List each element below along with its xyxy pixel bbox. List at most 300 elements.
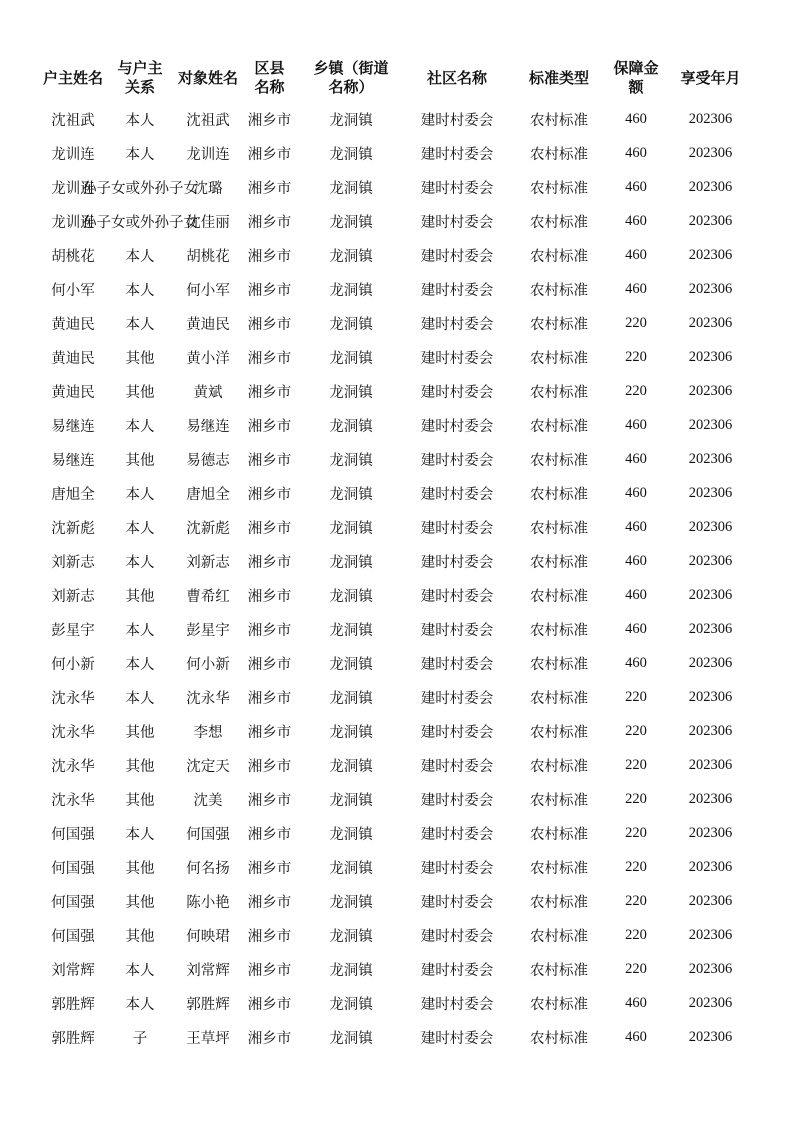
cell-county-name (242, 306, 297, 340)
cell-text: 沈定天 (186, 758, 230, 775)
cell-text: 湘乡市 (247, 520, 292, 537)
cell-benefit-month (663, 272, 758, 306)
cell-text: 本人 (125, 316, 155, 333)
cell-text: 湘乡市 (247, 486, 292, 503)
cell-text: 沈永华 (51, 792, 95, 809)
cell-community-name (405, 748, 509, 782)
cell-text: 建时村委会 (420, 350, 494, 367)
cell-relation-to-head (106, 374, 174, 408)
cell-town-name (297, 1020, 405, 1054)
cell-text: 建时村委会 (420, 384, 494, 401)
cell-town-name (297, 884, 405, 918)
cell-text: 202306 (688, 280, 733, 297)
cell-text: 建时村委会 (420, 1030, 494, 1047)
cell-community-name (405, 204, 509, 238)
cell-household-head-name (40, 782, 106, 816)
cell-standard-type (509, 442, 609, 476)
cell-household-head-name (40, 408, 106, 442)
cell-standard-type (509, 204, 609, 238)
cell-relation-to-head (106, 238, 174, 272)
cell-relation-to-head (106, 646, 174, 680)
cell-text: 易继连 (51, 418, 95, 435)
cell-standard-type (509, 748, 609, 782)
cell-text: 农村标准 (530, 690, 588, 707)
cell-text: 何小军 (51, 282, 95, 299)
cell-text: 220 (625, 790, 647, 807)
cell-standard-type (509, 340, 609, 374)
cell-text: 湘乡市 (247, 826, 292, 843)
cell-town-name (297, 952, 405, 986)
cell-text: 龙洞镇 (329, 622, 373, 639)
cell-text: 202306 (688, 586, 733, 603)
cell-text: 202306 (688, 688, 733, 705)
table-row (40, 612, 758, 646)
cell-text: 龙洞镇 (329, 928, 373, 945)
cell-text: 本人 (125, 418, 155, 435)
cell-standard-type (509, 680, 609, 714)
cell-text: 湘乡市 (247, 962, 292, 979)
cell-text: 本人 (125, 282, 155, 299)
cell-text: 建时村委会 (420, 894, 494, 911)
cell-text: 其他 (125, 894, 155, 911)
cell-member-name (174, 1020, 242, 1054)
cell-text: 龙洞镇 (329, 214, 373, 231)
cell-text: 沈美 (193, 792, 223, 809)
cell-county-name (242, 680, 297, 714)
cell-town-name (297, 782, 405, 816)
cell-text: 建时村委会 (420, 928, 494, 945)
cell-relation-to-head (106, 136, 174, 170)
cell-amount (609, 680, 663, 714)
cell-text: 202306 (688, 348, 733, 365)
cell-town-name (297, 136, 405, 170)
cell-text: 202306 (688, 824, 733, 841)
cell-community-name (405, 272, 509, 306)
cell-text: 220 (625, 858, 647, 875)
cell-community-name (405, 306, 509, 340)
cell-town-name (297, 816, 405, 850)
cell-text: 建时村委会 (420, 962, 494, 979)
cell-text: 农村标准 (530, 452, 588, 469)
cell-text: 220 (625, 722, 647, 739)
cell-text: 460 (625, 484, 647, 501)
cell-member-name (174, 680, 242, 714)
cell-text: 湘乡市 (247, 180, 292, 197)
cell-benefit-month (663, 544, 758, 578)
cell-benefit-month (663, 986, 758, 1020)
table-row (40, 544, 758, 578)
cell-benefit-month (663, 1020, 758, 1054)
cell-text: 农村标准 (530, 180, 588, 197)
cell-text: 湘乡市 (247, 248, 292, 265)
cell-town-name (297, 850, 405, 884)
cell-text: 龙洞镇 (329, 520, 373, 537)
cell-benefit-month (663, 612, 758, 646)
cell-standard-type (509, 544, 609, 578)
cell-town-name (297, 476, 405, 510)
cell-standard-type (509, 884, 609, 918)
cell-county-name (242, 714, 297, 748)
cell-text: 湘乡市 (247, 690, 292, 707)
cell-text: 460 (625, 1028, 647, 1045)
cell-standard-type (509, 272, 609, 306)
cell-community-name (405, 476, 509, 510)
cell-standard-type (509, 816, 609, 850)
cell-text: 220 (625, 926, 647, 943)
cell-amount (609, 136, 663, 170)
cell-relation-to-head (106, 850, 174, 884)
cell-text: 农村标准 (530, 112, 588, 129)
cell-member-name (174, 918, 242, 952)
cell-household-head-name (40, 442, 106, 476)
cell-text: 子 (132, 1030, 148, 1047)
cell-text: 202306 (688, 722, 733, 739)
cell-community-name (405, 340, 509, 374)
cell-text: 建时村委会 (420, 486, 494, 503)
cell-text: 龙训连 (51, 180, 95, 197)
cell-county-name (242, 510, 297, 544)
cell-amount (609, 442, 663, 476)
cell-text: 湘乡市 (247, 384, 292, 401)
cell-town-name (297, 204, 405, 238)
cell-benefit-month (663, 238, 758, 272)
cell-relation-to-head (82, 204, 198, 238)
cell-member-name (174, 510, 242, 544)
cell-text: 湘乡市 (247, 214, 292, 231)
cell-relation-to-head (106, 612, 174, 646)
cell-county-name (242, 884, 297, 918)
cell-county-name (242, 748, 297, 782)
cell-text: 农村标准 (530, 418, 588, 435)
cell-member-name (174, 782, 242, 816)
cell-text: 湘乡市 (247, 588, 292, 605)
table-row (40, 578, 758, 612)
cell-county-name (242, 272, 297, 306)
cell-household-head-name (40, 748, 106, 782)
cell-household-head-name (40, 952, 106, 986)
benefits-table (40, 56, 758, 1054)
cell-text: 龙洞镇 (329, 248, 373, 265)
cell-relation-to-head (106, 340, 174, 374)
cell-text: 农村标准 (530, 894, 588, 911)
cell-text: 何小新 (51, 656, 95, 673)
cell-relation-to-head (106, 782, 174, 816)
cell-relation-to-head (106, 748, 174, 782)
cell-town-name (297, 714, 405, 748)
cell-community-name (405, 102, 509, 136)
cell-relation-to-head (106, 1020, 174, 1054)
cell-text: 本人 (125, 520, 155, 537)
cell-household-head-name (40, 680, 106, 714)
cell-benefit-month (663, 850, 758, 884)
cell-community-name (405, 646, 509, 680)
table-row (40, 510, 758, 544)
cell-standard-type (509, 1020, 609, 1054)
cell-text: 沈新彪 (186, 520, 230, 537)
cell-town-name (297, 680, 405, 714)
cell-household-head-name (40, 510, 106, 544)
cell-text: 何国强 (186, 826, 230, 843)
cell-text: 易德志 (186, 452, 230, 469)
cell-benefit-month (663, 374, 758, 408)
cell-text: 刘新志 (51, 588, 95, 605)
cell-town-name (297, 408, 405, 442)
cell-town-name (297, 238, 405, 272)
cell-text: 其他 (125, 724, 155, 741)
cell-standard-type (509, 782, 609, 816)
cell-text: 其他 (125, 758, 155, 775)
cell-relation-to-head (106, 680, 174, 714)
cell-member-name (174, 476, 242, 510)
cell-standard-type (509, 510, 609, 544)
cell-community-name (405, 986, 509, 1020)
cell-amount (609, 408, 663, 442)
cell-text: 220 (625, 348, 647, 365)
cell-amount (609, 782, 663, 816)
cell-benefit-month (663, 408, 758, 442)
cell-amount (609, 578, 663, 612)
cell-text: 建时村委会 (420, 316, 494, 333)
cell-text: 建时村委会 (420, 656, 494, 673)
cell-household-head-name (40, 340, 106, 374)
cell-text: 龙洞镇 (329, 146, 373, 163)
cell-text: 何小军 (186, 282, 230, 299)
cell-text: 黄迪民 (51, 384, 95, 401)
cell-text: 龙洞镇 (329, 1030, 373, 1047)
cell-standard-type (509, 374, 609, 408)
cell-text: 其他 (125, 350, 155, 367)
cell-benefit-month (663, 646, 758, 680)
cell-text: 沈祖武 (51, 112, 95, 129)
cell-text: 何国强 (51, 860, 95, 877)
cell-household-head-name (40, 816, 106, 850)
cell-text: 易继连 (186, 418, 230, 435)
cell-community-name (405, 816, 509, 850)
table-body (40, 102, 758, 1054)
cell-community-name (405, 578, 509, 612)
cell-text: 龙洞镇 (329, 656, 373, 673)
table-row (40, 170, 758, 204)
cell-text: 建时村委会 (420, 826, 494, 843)
cell-town-name (297, 646, 405, 680)
cell-text: 农村标准 (530, 758, 588, 775)
cell-text: 其他 (125, 452, 155, 469)
cell-benefit-month (663, 204, 758, 238)
column-header-household-head-name: 户主姓名 (42, 70, 103, 87)
cell-text: 彭星宇 (186, 622, 230, 639)
cell-text: 460 (625, 280, 647, 297)
cell-text: 何国强 (51, 928, 95, 945)
cell-text: 农村标准 (530, 996, 588, 1013)
cell-text: 460 (625, 552, 647, 569)
cell-text: 龙洞镇 (329, 554, 373, 571)
cell-text: 何映珺 (186, 928, 230, 945)
cell-community-name (405, 612, 509, 646)
cell-member-name (174, 646, 242, 680)
table-row (40, 408, 758, 442)
cell-text: 湘乡市 (247, 758, 292, 775)
cell-text: 孙子女或外孙子女 (82, 214, 198, 231)
cell-member-name (174, 578, 242, 612)
cell-text: 220 (625, 824, 647, 841)
cell-text: 202306 (688, 178, 733, 195)
cell-town-name (297, 986, 405, 1020)
cell-benefit-month (663, 340, 758, 374)
cell-county-name (242, 476, 297, 510)
cell-household-head-name (40, 238, 106, 272)
cell-county-name (242, 136, 297, 170)
table-row (40, 782, 758, 816)
cell-text: 刘常辉 (186, 962, 230, 979)
cell-county-name (242, 374, 297, 408)
cell-text: 黄迪民 (51, 316, 95, 333)
cell-relation-to-head (106, 510, 174, 544)
cell-amount (609, 748, 663, 782)
cell-town-name (297, 102, 405, 136)
cell-county-name (242, 408, 297, 442)
cell-text: 农村标准 (530, 1030, 588, 1047)
column-header-county-name: 区县 名称 (254, 61, 285, 96)
cell-text: 本人 (125, 690, 155, 707)
cell-text: 刘新志 (186, 554, 230, 571)
cell-household-head-name (40, 578, 106, 612)
cell-text: 202306 (688, 790, 733, 807)
cell-text: 202306 (688, 416, 733, 433)
cell-text: 黄迪民 (186, 316, 230, 333)
cell-amount (609, 612, 663, 646)
cell-text: 农村标准 (530, 146, 588, 163)
cell-text: 建时村委会 (420, 282, 494, 299)
cell-text: 黄斌 (193, 384, 223, 401)
cell-text: 202306 (688, 892, 733, 909)
cell-text: 易继连 (51, 452, 95, 469)
cell-town-name (297, 170, 405, 204)
cell-text: 孙子女或外孙子女 (82, 180, 198, 197)
cell-county-name (242, 816, 297, 850)
cell-amount (609, 918, 663, 952)
cell-text: 龙洞镇 (329, 180, 373, 197)
cell-text: 202306 (688, 212, 733, 229)
column-header-standard-type: 标准类型 (528, 70, 589, 87)
cell-text: 建时村委会 (420, 452, 494, 469)
table-row (40, 1020, 758, 1054)
cell-text: 本人 (125, 826, 155, 843)
cell-text: 沈永华 (51, 724, 95, 741)
cell-member-name (174, 612, 242, 646)
cell-town-name (297, 340, 405, 374)
cell-text: 沈新彪 (51, 520, 95, 537)
cell-text: 李想 (193, 724, 223, 741)
cell-amount (609, 238, 663, 272)
header-row (40, 56, 758, 102)
cell-town-name (297, 918, 405, 952)
cell-text: 本人 (125, 486, 155, 503)
cell-relation-to-head (106, 408, 174, 442)
cell-amount (609, 986, 663, 1020)
table-row (40, 204, 758, 238)
cell-standard-type (509, 578, 609, 612)
cell-amount (609, 884, 663, 918)
cell-benefit-month (663, 476, 758, 510)
cell-amount (609, 850, 663, 884)
cell-text: 曹希红 (186, 588, 230, 605)
cell-text: 本人 (125, 656, 155, 673)
cell-text: 王草坪 (186, 1030, 230, 1047)
cell-amount (609, 646, 663, 680)
table-row (40, 680, 758, 714)
cell-text: 其他 (125, 792, 155, 809)
cell-text: 202306 (688, 314, 733, 331)
cell-text: 湘乡市 (247, 452, 292, 469)
cell-text: 农村标准 (530, 656, 588, 673)
cell-text: 湘乡市 (247, 656, 292, 673)
cell-text: 其他 (125, 928, 155, 945)
cell-text: 龙洞镇 (329, 894, 373, 911)
cell-town-name (297, 374, 405, 408)
cell-text: 湘乡市 (247, 418, 292, 435)
cell-standard-type (509, 306, 609, 340)
cell-community-name (405, 884, 509, 918)
cell-member-name (174, 102, 242, 136)
cell-community-name (405, 136, 509, 170)
cell-benefit-month (663, 714, 758, 748)
cell-text: 何名扬 (186, 860, 230, 877)
cell-text: 其他 (125, 384, 155, 401)
cell-relation-to-head (106, 918, 174, 952)
cell-member-name (174, 306, 242, 340)
cell-benefit-month (663, 170, 758, 204)
cell-benefit-month (663, 578, 758, 612)
cell-benefit-month (663, 816, 758, 850)
cell-text: 建时村委会 (420, 588, 494, 605)
cell-text: 龙训连 (186, 146, 230, 163)
cell-member-name (174, 408, 242, 442)
cell-text: 农村标准 (530, 350, 588, 367)
cell-text: 农村标准 (530, 860, 588, 877)
cell-text: 202306 (688, 960, 733, 977)
cell-text: 460 (625, 178, 647, 195)
cell-text: 龙洞镇 (329, 350, 373, 367)
cell-standard-type (509, 102, 609, 136)
cell-relation-to-head (106, 102, 174, 136)
cell-county-name (242, 646, 297, 680)
cell-standard-type (509, 952, 609, 986)
cell-county-name (242, 986, 297, 1020)
cell-amount (609, 204, 663, 238)
cell-text: 220 (625, 756, 647, 773)
cell-text: 龙洞镇 (329, 860, 373, 877)
cell-text: 建时村委会 (420, 248, 494, 265)
cell-community-name (405, 714, 509, 748)
cell-text: 农村标准 (530, 928, 588, 945)
cell-text: 湘乡市 (247, 282, 292, 299)
cell-text: 龙洞镇 (329, 316, 373, 333)
cell-community-name (405, 510, 509, 544)
cell-text: 何国强 (51, 826, 95, 843)
cell-household-head-name (40, 850, 106, 884)
table-row (40, 646, 758, 680)
cell-text: 202306 (688, 926, 733, 943)
cell-text: 龙训连 (51, 214, 95, 231)
cell-relation-to-head (106, 952, 174, 986)
table-row (40, 850, 758, 884)
cell-county-name (242, 238, 297, 272)
cell-amount (609, 1020, 663, 1054)
table-row (40, 476, 758, 510)
cell-text: 龙洞镇 (329, 996, 373, 1013)
table-row (40, 442, 758, 476)
cell-town-name (297, 272, 405, 306)
